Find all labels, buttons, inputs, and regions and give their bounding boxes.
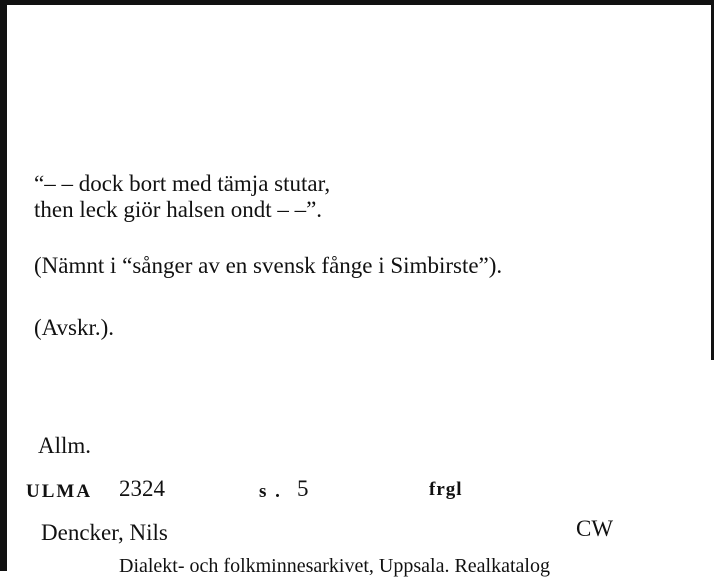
archive-label: ULMA xyxy=(26,481,93,502)
category-label: frgl xyxy=(429,479,463,500)
source-note: (Nämnt i “sånger av en svensk fånge i Simbirste”). xyxy=(34,253,503,278)
quote-line-2: then leck giör halsen ondt – –”. xyxy=(34,197,323,222)
card-top-border xyxy=(0,0,714,5)
card-left-border xyxy=(0,0,7,571)
transcription-note: (Avskr.). xyxy=(34,315,115,340)
quote-line-1: “– – dock bort med tämja stutar, xyxy=(34,171,331,196)
page-label: s . xyxy=(259,481,282,502)
archive-number: 2324 xyxy=(119,476,165,501)
archive-footer: Dialekt- och folkminnesarkivet, Uppsala. Realkatalog xyxy=(119,555,550,577)
recorder-initials: CW xyxy=(576,516,614,541)
page-number: 5 xyxy=(297,476,309,501)
collector-name: Dencker, Nils xyxy=(41,520,168,545)
topic-label: Allm. xyxy=(38,433,92,458)
